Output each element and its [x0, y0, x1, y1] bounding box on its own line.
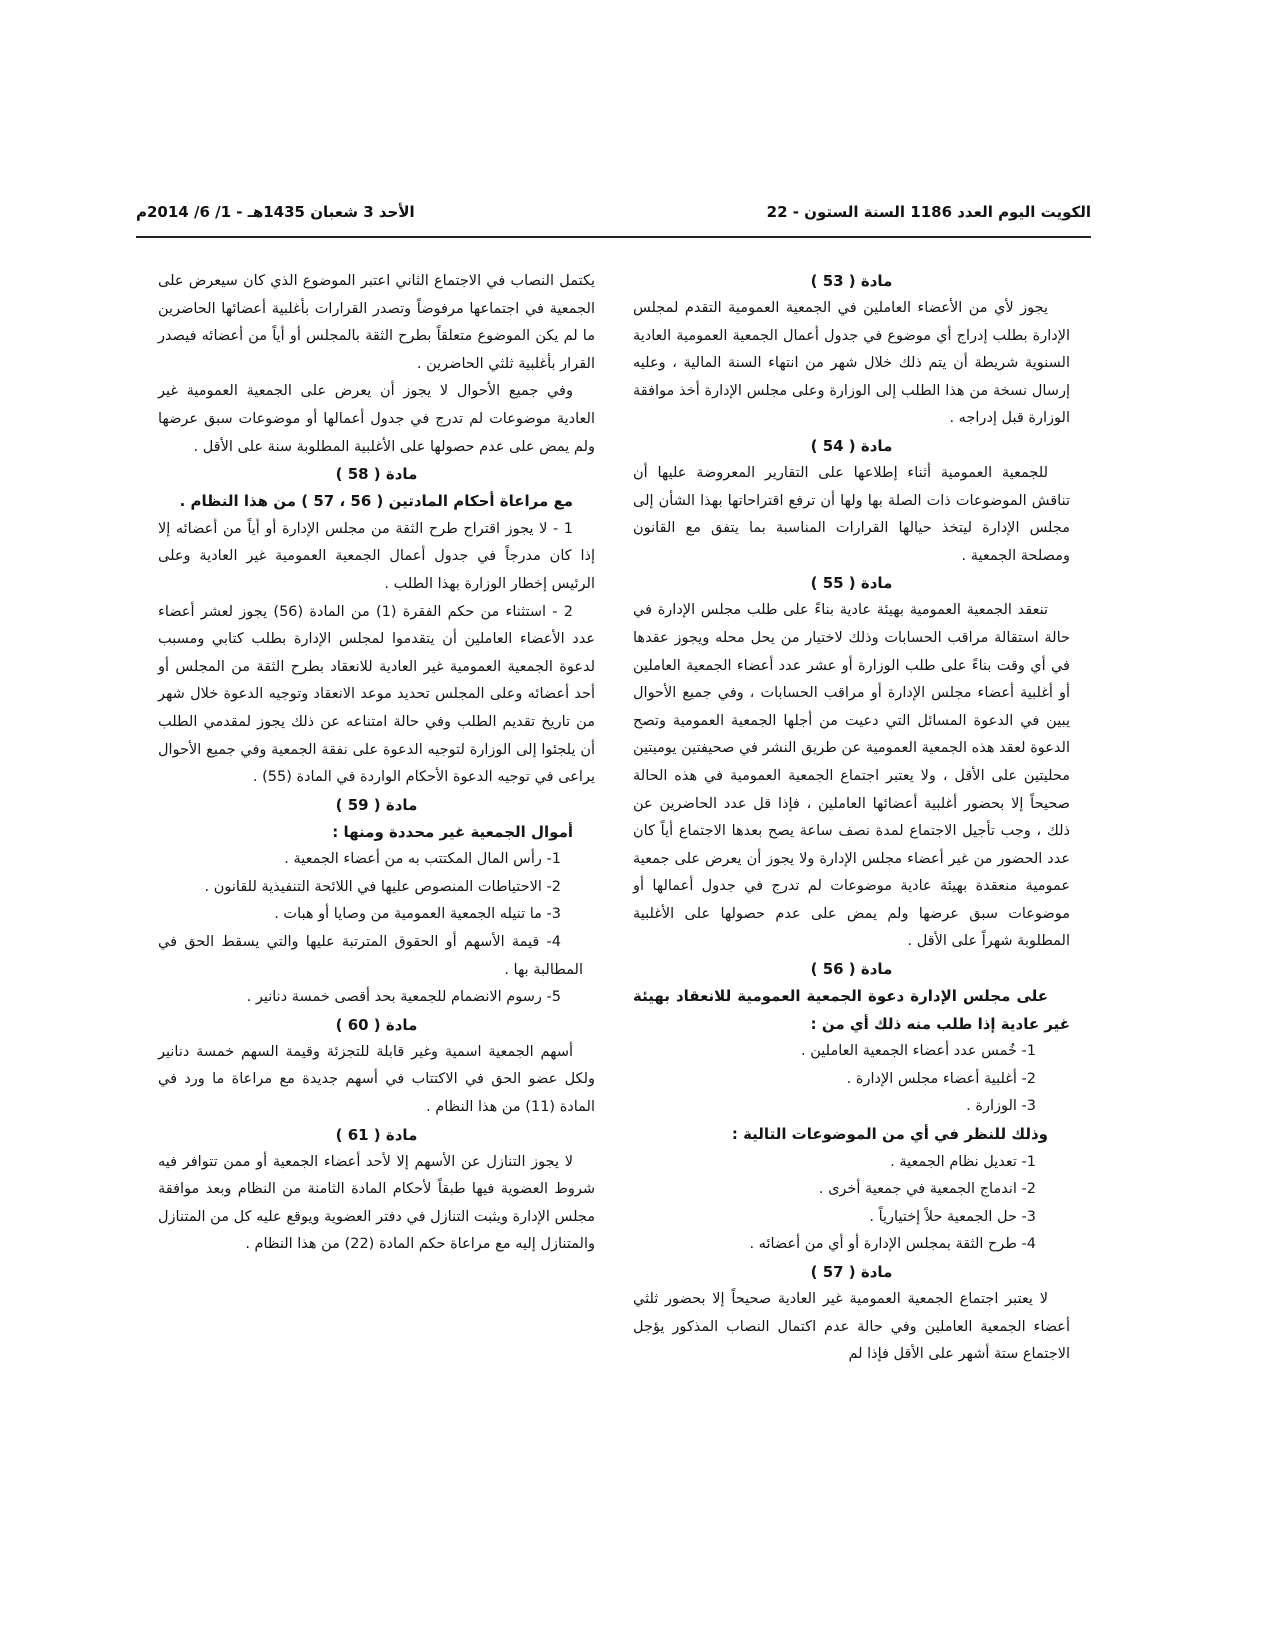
article-56-topic: 4- طرح الثقة بمجلس الإدارة أو أي من أعضائه .: [749, 1236, 1036, 1253]
article-56-topic: 2- اندماج الجمعية في جمعية أخرى .: [818, 1181, 1036, 1198]
article-58-title: مادة ( 58 ): [335, 465, 418, 484]
left-column: [158, 268, 595, 1259]
article-59-item: 4- قيمة الأسهم أو الحقوق المترتبة عليها والتي يسقط الحق في المطالبة بها .: [158, 934, 583, 978]
article-55-title: مادة ( 55 ): [810, 574, 893, 593]
article-58-para-1: 1 - لا يجوز اقتراح طرح الثقة من مجلس الإدارة أو أياً من أعضائه إلا إذا كان مدرجاً في جدول أعمال الجمعية العمومية غير العادية وعلى الرئيس إخطار الوزارة بهذا الطلب .: [158, 520, 595, 592]
article-56-item: 2- أغلبية أعضاء مجلس الإدارة .: [846, 1070, 1036, 1087]
article-57-continued: يكتمل النصاب في الاجتماع الثاني اعتبر الموضوع الذي كان سيعرض على الجمعية في اجتماعها مرفوضاً وتصدر القرارات بأغلبية أعضائها الحاضرين ما لم يكن الموضوع متعلقاً بطرح الثقة بالمجلس أو أياً من أعضائه فيصدر القرار بأغلبية ثلثي الحاضرين .: [158, 273, 595, 372]
article-54-title: مادة ( 54 ): [810, 436, 893, 455]
article-56-item: 3- الوزارة .: [966, 1098, 1036, 1115]
article-57-text: لا يعتبر اجتماع الجمعية العمومية غير العادية صحيحاً إلا بحضور ثلثي أعضاء الجمعية العاملين وفي حالة عدم اكتمال النصاب المذكور يؤجل الاجتماع ستة أشهر على الأقل فإذا لم: [633, 1291, 1070, 1363]
article-53-title: مادة ( 53 ): [810, 272, 893, 290]
article-57-title: مادة ( 57 ): [810, 1263, 893, 1281]
article-59-heading: أموال الجمعية غير محددة ومنها :: [332, 822, 573, 841]
header-date: الأحد 3 شعبان 1435هـ - 1/ 6/ 2014م: [136, 203, 415, 221]
article-55-text: تنعقد الجمعية العمومية بهيئة عادية بناءً على طلب مجلس الإدارة في حالة استقالة مراقب الحسابات وذلك لاختيار من يحل محله ويجوز عقدها في أي وقت بناءً على طلب الوزارة أو عشر عدد أعضاء الجمعية العاملين أو أغلبية أعضاء مجلس الإدارة أو مراقب الحسابات ، وفي جميع الأحوال يبين في الدعوة المسائل التي دعيت من أجلها الجمعية العمومية وتصح الدعوة لعقد هذه الجمعية العمومية عن طريق النشر في صحيفتين يوميتين محليتين على الأقل ، ولا يعتبر اجتماع الجمعية العمومية في هذه الحالة صحيحاً إلا بحضور أغلبية أعضائها العاملين ، فإذا قل عدد الحاضرين عن ذلك ، وجب تأجيل الاجتماع لمدة نصف ساعة يصح بعدها الاجتماع أياً كان عدد الحضور من غير أعضاء مجلس الإدارة ولا يجوز أن يعرض على جمعية عمومية منعقدة بهيئة عادية موضوعات لم تدرج في جدول أعمالها أو موضوعات سبق عرضها ولم يمض على عدم حصولها على الأغلبية المطلوبة شهراً على الأقل .: [633, 602, 1070, 950]
right-column: [633, 268, 1070, 1369]
article-53-text: يجوز لأي من الأعضاء العاملين في الجمعية العمومية التقدم لمجلس الإدارة بطلب إدراج أي موضوع في جدول أعمال الجمعية العمومية العادية السنوية شريطة أن يتم ذلك خلال شهر من انتهاء السنة المالية ، وعليه إرسال نسخة من هذا الطلب إلى الوزارة وعلى مجلس الإدارة أخذ موافقة الوزارة قبل إدراجه .: [633, 300, 1070, 427]
article-60-title: مادة ( 60 ): [335, 1015, 418, 1034]
article-60-text: أسهم الجمعية اسمية وغير قابلة للتجزئة وقيمة السهم خمسة دنانير ولكل عضو الحق في الاكتتاب في أسهم جديدة مع مراعاة ما ورد في المادة (11) من هذا النظام .: [158, 1043, 595, 1116]
article-58-heading: مع مراعاة أحكام المادتين ( 56 ، 57 ) من هذا النظام .: [179, 492, 573, 511]
page-header: [136, 192, 1091, 232]
article-56-heading: على مجلس الإدارة دعوة الجمعية العمومية للانعقاد بهيئة غير عادية إذا طلب منه ذلك أي من :: [633, 987, 1070, 1033]
article-57-continued-2: وفي جميع الأحوال لا يجوز أن يعرض على الجمعية العمومية غير العادية موضوعات لم تدرج في جدول أعمالها أو موضوعات سبق عرضها ولم يمض على عدم حصولها على الأغلبية المطلوبة سنة على الأقل .: [158, 383, 595, 455]
header-issue-info: الكويت اليوم العدد 1186 السنة الستون - 22: [766, 203, 1091, 221]
article-58-para-2: 2 - استثناء من حكم الفقرة (1) من المادة (56) يجوز لعشر أعضاء عدد الأعضاء العاملين أن يتقدموا لمجلس الإدارة بطلب كتابي ومسبب لدعوة الجمعية العمومية غير العادية للانعقاد بطرح الثقة من المجلس أو أحد أعضائه وعلى المجلس تحديد موعد الانعقاد وتوجيه الدعوة خلال شهر من تاريخ تقديم الطلب وفي حالة امتناعه عن ذلك يجوز لمقدمي الطلب أن يلجئوا إلى الوزارة لتوجيه الدعوة على نفقة الجمعية وفي جميع الأحوال يراعى في توجيه الدعوة الأحكام الواردة في المادة (55) .: [158, 603, 595, 786]
article-54-text: للجمعية العمومية أثناء إطلاعها على التقارير المعروضة عليها أن تناقش الموضوعات ذات الصلة بها ولها أن ترفع اقتراحاتها بهذا الشأن إلى مجلس الإدارة ليتخذ حيالها القرارات المناسبة بما يتفق مع القانون ومصلحة الجمعية .: [633, 464, 1070, 564]
article-59-title: مادة ( 59 ): [335, 795, 418, 814]
article-56-item: 1- خُمس عدد أعضاء الجمعية العاملين .: [801, 1043, 1036, 1060]
header-divider: [136, 236, 1091, 238]
article-56-subheading: وذلك للنظر في أي من الموضوعات التالية :: [731, 1125, 1048, 1144]
article-59-item: 2- الاحتياطات المنصوص عليها في اللائحة التنفيذية للقانون .: [204, 878, 561, 895]
article-59-item: 1- رأس المال المكتتب به من أعضاء الجمعية .: [284, 851, 561, 868]
article-56-topic: 1- تعديل نظام الجمعية .: [890, 1153, 1036, 1170]
article-61-title: مادة ( 61 ): [335, 1125, 418, 1144]
article-56-title: مادة ( 56 ): [810, 960, 893, 979]
article-59-item: 3- ما تنيله الجمعية العمومية من وصايا أو هبات .: [274, 906, 561, 923]
article-56-topic: 3- حل الجمعية حلاً إختيارياً .: [869, 1208, 1036, 1225]
article-61-text: لا يجوز التنازل عن الأسهم إلا لأحد أعضاء الجمعية أو ممن تتوافر فيه شروط العضوية فيها طبقاً لأحكام المادة الثامنة من النظام وبعد موافقة مجلس الإدارة ويثبت التنازل في دفتر العضوية ويوقع عليه كل من المتنازل والمتنازل إليه مع مراعاة حكم المادة (22) من هذا النظام .: [158, 1153, 595, 1253]
article-59-item: 5- رسوم الانضمام للجمعية بحد أقصى خمسة دنانير .: [246, 989, 561, 1006]
